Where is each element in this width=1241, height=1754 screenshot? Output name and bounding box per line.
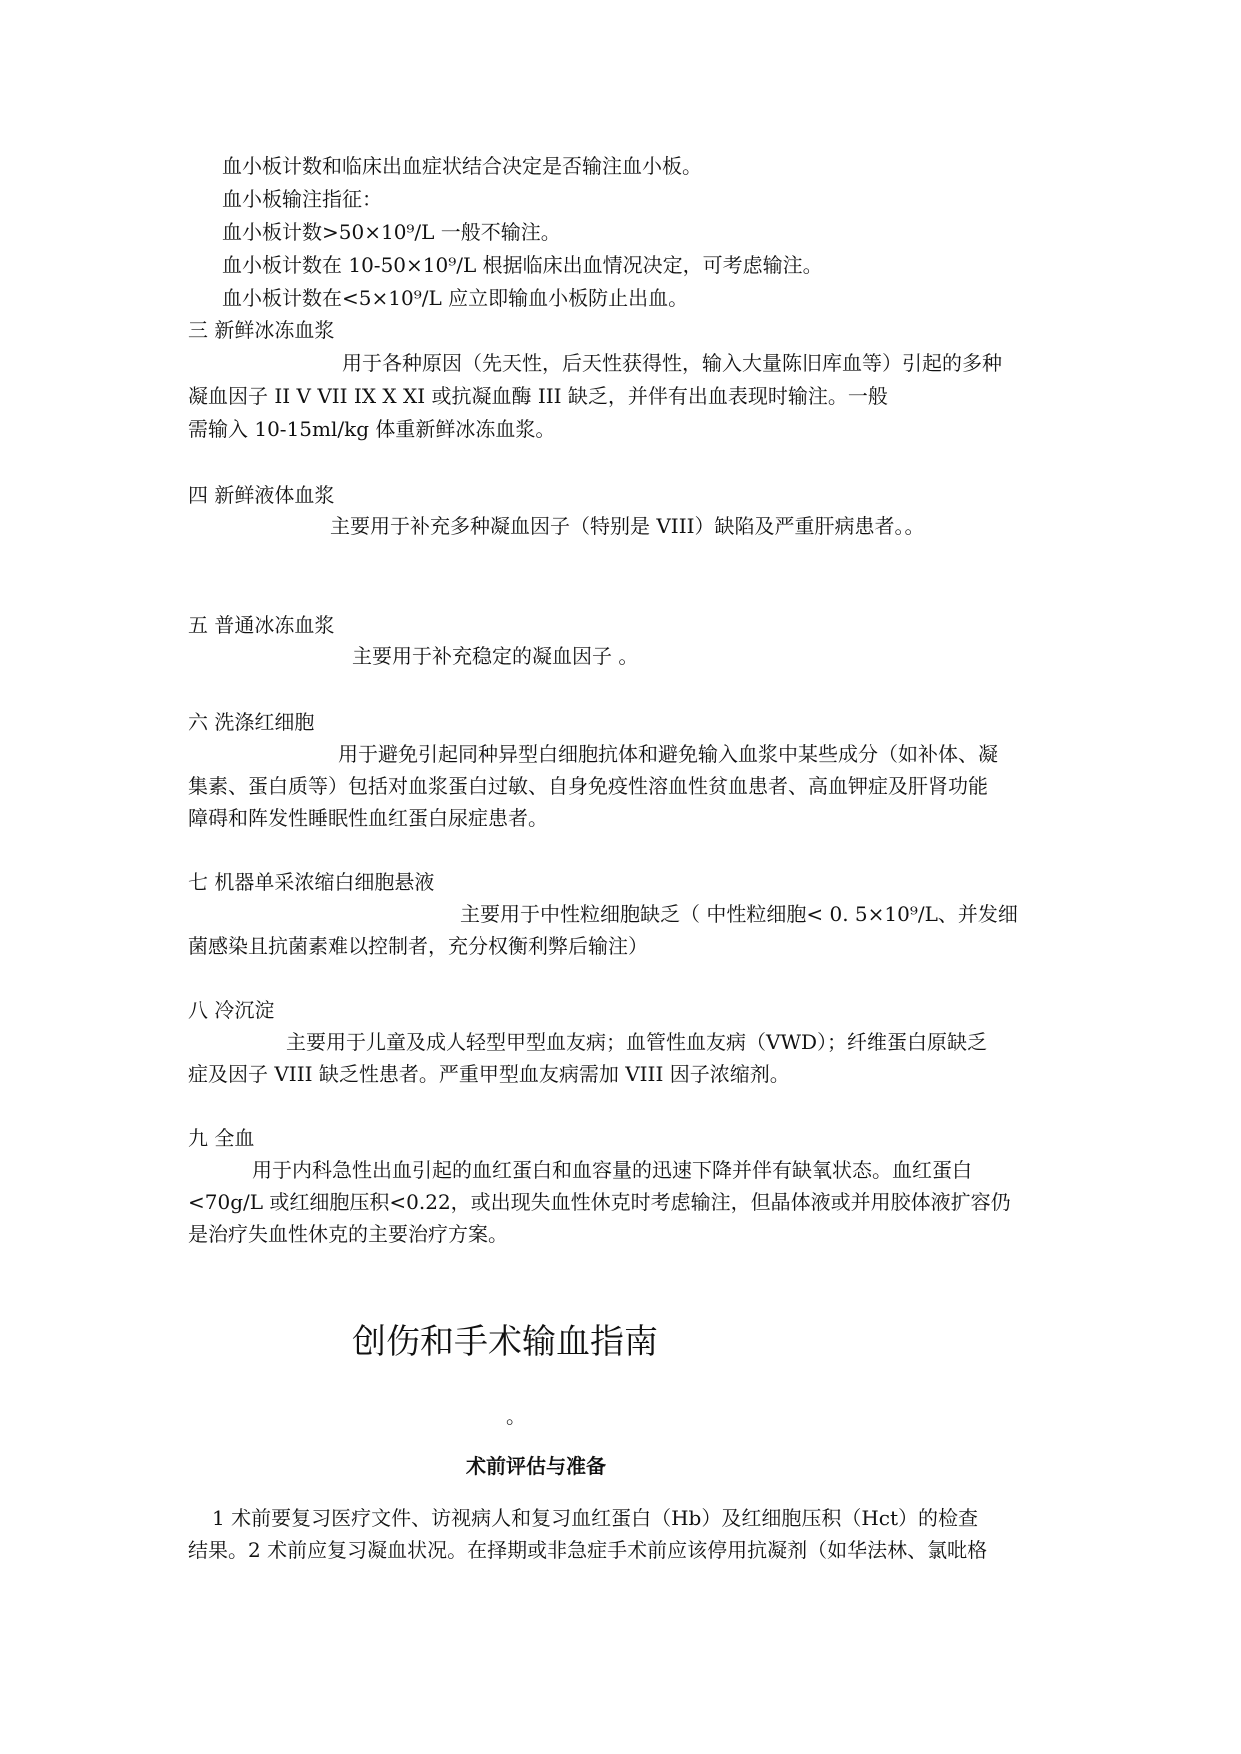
section-8-line-2: 症及因子 VIII 缺乏性患者。严重甲型血友病需加 VIII 因子浓缩剂。 (188, 1062, 790, 1086)
platelet-line-5: 血小板计数在<5×10⁹/L 应立即输血小板防止出血。 (222, 286, 689, 310)
section-8-line-1: 主要用于儿童及成人轻型甲型血友病；血管性血友病（VWD）；纤维蛋白原缺乏 (286, 1030, 988, 1054)
section-9-line-3: 是治疗失血性休克的主要治疗方案。 (188, 1222, 508, 1246)
section-7-heading: 七 机器单采浓缩白细胞悬液 (188, 870, 435, 894)
guide-title: 创伤和手术输血指南 (352, 1322, 658, 1362)
section-9-heading: 九 全血 (188, 1126, 255, 1150)
section-9-line-1: 用于内科急性出血引起的血红蛋白和血容量的迅速下降并伴有缺氧状态。血红蛋白 (252, 1158, 972, 1182)
guide-line-2: 结果。2 术前应复习凝血状况。在择期或非急症手术前应该停用抗凝剂（如华法林、氯吡格 (188, 1538, 988, 1562)
section-4-heading: 四 新鲜液体血浆 (188, 483, 335, 507)
section-7-line-1: 主要用于中性粒细胞缺乏（ 中性粒细胞< 0. 5×10⁹/L、并发细 (460, 902, 1018, 926)
section-6-line-1: 用于避免引起同种异型白细胞抗体和避免输入血浆中某些成分（如补体、凝 (338, 742, 998, 766)
platelet-line-1: 血小板计数和临床出血症状结合决定是否输注血小板。 (222, 154, 702, 178)
section-3-line-1: 用于各种原因（先天性，后天性获得性，输入大量陈旧库血等）引起的多种 (342, 351, 1002, 375)
section-8-heading: 八 冷沉淀 (188, 998, 275, 1022)
guide-line-1: 1 术前要复习医疗文件、访视病人和复习血红蛋白（Hb）及红细胞压积（Hct）的检查 (212, 1506, 979, 1530)
section-6-line-3: 障碍和阵发性睡眠性血红蛋白尿症患者。 (188, 806, 548, 830)
section-4-text: 主要用于补充多种凝血因子（特别是 VIII）缺陷及严重肝病患者。。 (330, 514, 925, 538)
section-7-line-2: 菌感染且抗菌素难以控制者，充分权衡利弊后输注） (188, 934, 648, 958)
section-3-heading: 三 新鲜冰冻血浆 (188, 318, 335, 342)
section-3-line-2: 凝血因子 II V VII IX X XI 或抗凝血酶 III 缺乏，并伴有出血表现时输注。一般 (188, 384, 888, 408)
platelet-line-2: 血小板输注指征： (222, 187, 382, 211)
section-5-heading: 五 普通冰冻血浆 (188, 613, 335, 637)
platelet-line-3: 血小板计数>50×10⁹/L 一般不输注。 (222, 220, 561, 244)
section-9-line-2: <70g/L 或红细胞压积<0.22，或出现失血性休克时考虑输注，但晶体液或并用胶体液扩容仍 (188, 1190, 1011, 1214)
section-3-line-3: 需输入 10-15ml/kg 体重新鲜冰冻血浆。 (188, 417, 556, 441)
guide-dot: 。 (506, 1404, 526, 1428)
section-6-heading: 六 洗涤红细胞 (188, 710, 315, 734)
section-6-line-2: 集素、蛋白质等）包括对血浆蛋白过敏、自身免疫性溶血性贫血患者、高血钾症及肝肾功能 (188, 774, 988, 798)
section-5-text: 主要用于补充稳定的凝血因子 。 (352, 644, 639, 668)
guide-subtitle: 术前评估与准备 (466, 1454, 606, 1478)
platelet-line-4: 血小板计数在 10-50×10⁹/L 根据临床出血情况决定，可考虑输注。 (222, 253, 823, 277)
